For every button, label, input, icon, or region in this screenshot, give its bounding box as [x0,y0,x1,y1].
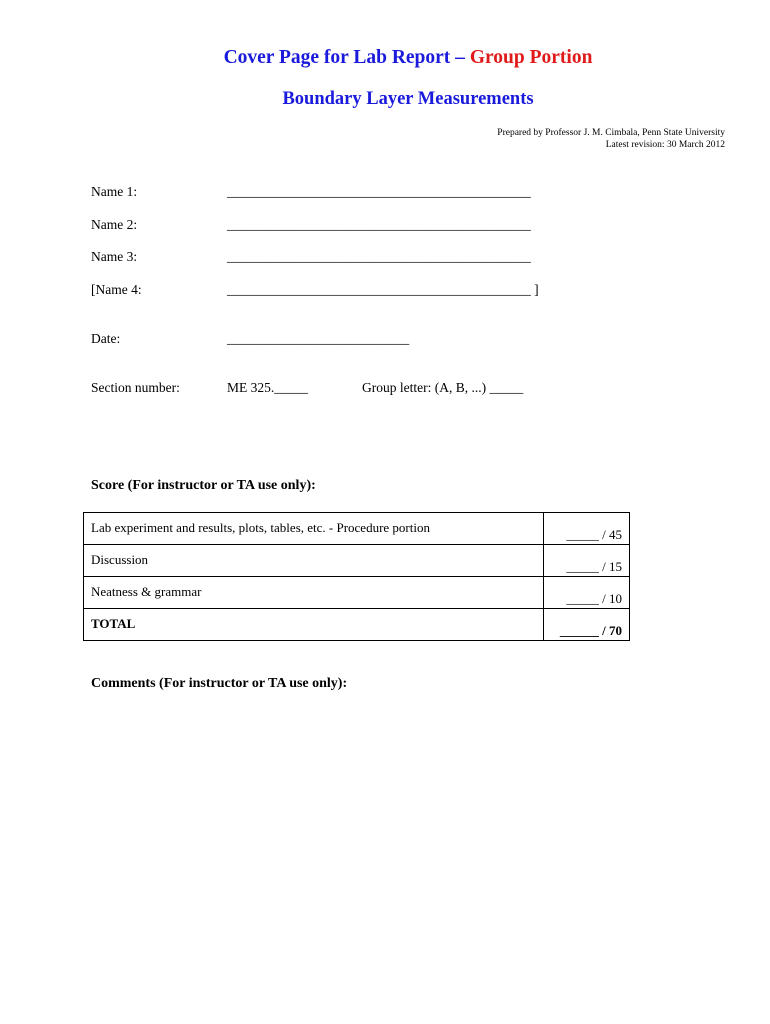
name2-label: Name 2: [91,217,138,232]
preparer-block [497,127,725,151]
score-points-total[interactable]: ______ / 70 [544,609,630,641]
score-item-total: TOTAL [84,609,544,641]
table-row [84,577,630,609]
name1-label: Name 1: [91,184,138,199]
score-heading: Score (For instructor or TA use only): [91,478,316,493]
score-points[interactable]: _____ / 15 [544,545,630,577]
score-points[interactable]: _____ / 10 [544,577,630,609]
prepared-by-text: Prepared by Professor J. M. Cimbala, Penn State University [497,128,725,138]
section-number-field[interactable]: ME 325._____ [227,380,308,395]
name4-field[interactable]: _____________________________________________ ] [227,282,539,297]
name1-field[interactable]: _____________________________________________ [227,184,531,199]
score-points[interactable]: _____ / 45 [544,513,630,545]
score-item: Neatness & grammar [84,577,544,609]
score-item: Discussion [84,545,544,577]
title-accent: Group Portion [469,47,593,68]
name2-field[interactable]: _____________________________________________ [227,217,531,232]
group-letter-field[interactable]: Group letter: (A, B, ...) _____ [362,380,524,395]
section-number-label: Section number: [91,380,180,395]
comments-heading: Comments (For instructor or TA use only): [91,676,348,691]
name4-label: [Name 4: [91,282,142,297]
name3-label: Name 3: [91,249,138,264]
date-field[interactable]: ___________________________ [227,331,410,346]
table-row [84,545,630,577]
document-title [0,47,770,69]
score-item: Lab experiment and results, plots, tables, etc. - Procedure portion [84,513,544,545]
document-subtitle: Boundary Layer Measurements [282,89,534,109]
name3-field[interactable]: _____________________________________________ [227,249,531,264]
table-row [84,513,630,545]
score-table [83,512,630,641]
revision-text: Latest revision: 30 March 2012 [605,140,725,150]
table-row-total [84,609,630,641]
date-label: Date: [91,331,121,346]
title-main: Cover Page for Lab Report – [223,47,465,68]
